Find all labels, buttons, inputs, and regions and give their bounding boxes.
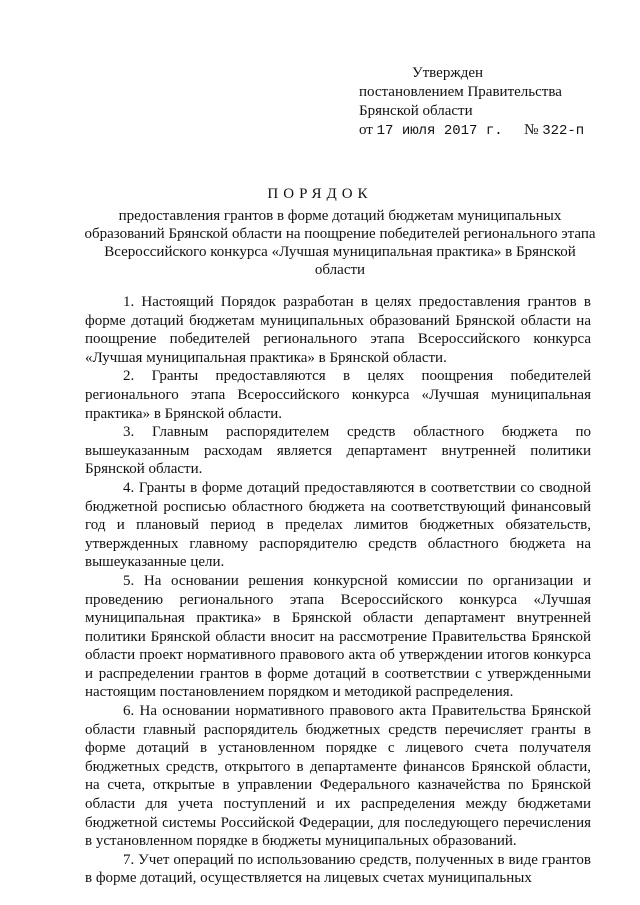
paragraph-3: 3. Главным распорядителем средств областного бюджета по вышеуказанным расходам является департамент внутренней политики Брянской области. bbox=[85, 424, 591, 478]
paragraph-6: 6. На основании нормативного правового акта Правительства Брянской области главный распорядитель бюджетных средств перечисляет гранты в форме дотаций в установленном порядке с лицевого счета получателя бюджетных средств, открытого в департаменте финансов Брянской области, на счета, открытые в управлении Федерального казначейства по Брянской области для учета поступлений и их распределения между бюджетами бюджетной системы Российской Федерации, для последующего перечисления в установленном порядке в бюджеты муниципальных образований. bbox=[85, 703, 591, 850]
document-subtitle: предоставления грантов в форме дотаций бюджетам муниципальных образований Брянской области на поощрение победителей регионального этапа Всероссийского конкурса «Лучшая муниципальная практика» в Брянской области bbox=[84, 208, 596, 278]
document-body bbox=[85, 293, 591, 888]
paragraph-4: 4. Гранты в форме дотаций предоставляются в соответствии со сводной бюджетной росписью областного бюджета на соответствующий финансовый год и плановый период в пределах лимитов бюджетных обязательств, утвержденных главному распорядителю средств областного бюджета на вышеуказанные цели. bbox=[85, 479, 591, 571]
document-title: ПОРЯДОК bbox=[267, 186, 373, 202]
paragraph-5: 5. На основании решения конкурсной комиссии по организации и проведению регионального этапа Всероссийского конкурса «Лучшая муниципальная практика» в Брянской области департамент внутренней политики Брянской области вносит на рассмотрение Правительства Брянской области проект нормативного правового акта об утверждении итогов конкурса и распределении грантов в форме дотаций в соответствии с утвержденными настоящим постановлением порядком и методикой распределения. bbox=[85, 572, 591, 701]
approval-line-1: Утвержден bbox=[412, 65, 484, 81]
number-prefix: № bbox=[524, 122, 539, 138]
paragraph-2: 2. Гранты предоставляются в целях поощрения победителей регионального этапа Всероссийского конкурса «Лучшая муниципальная практика» в Брянской области. bbox=[85, 368, 591, 422]
paragraph-7: 7. Учет операций по использованию средств, полученных в виде грантов в форме дотаций, осуществляется на лицевых счетах муниципальных bbox=[85, 851, 591, 887]
approval-line-2: постановлением Правительства bbox=[359, 84, 562, 100]
approval-number: 322-п bbox=[542, 123, 585, 139]
date-prefix: от bbox=[359, 122, 373, 138]
approval-line-3: Брянской области bbox=[359, 103, 473, 119]
approval-block bbox=[359, 64, 584, 141]
approval-date: 17 июля 2017 г. bbox=[376, 123, 503, 139]
paragraph-1: 1. Настоящий Порядок разработан в целях предоставления грантов в форме дотаций бюджетам муниципальных образований Брянской области на поощрение победителей регионального этапа Всероссийского конкурса «Лучшая муниципальная практика» в Брянской области. bbox=[85, 294, 591, 366]
approval-date-line bbox=[359, 121, 584, 141]
